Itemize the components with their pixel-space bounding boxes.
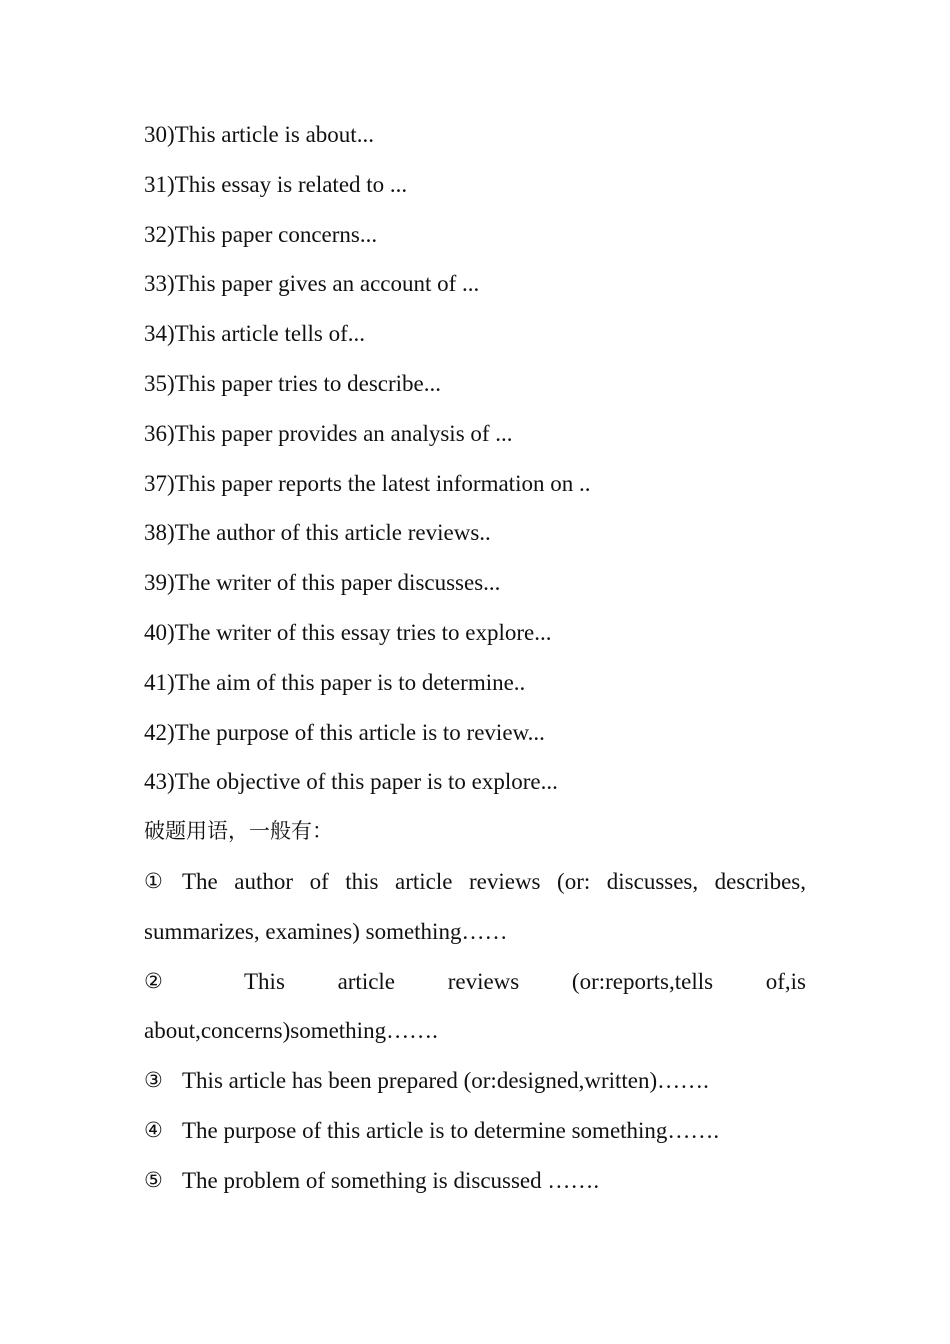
phrase-line: 36)This paper provides an analysis of ... bbox=[144, 420, 513, 446]
phrase-line: 38)The author of this article reviews.. bbox=[144, 520, 491, 546]
item-text-continuation: about,concerns)something……. bbox=[144, 1018, 438, 1044]
item-text: The purpose of this article is to determine something……. bbox=[182, 1117, 720, 1143]
circled-number: ④ bbox=[144, 1117, 163, 1142]
circled-number: ⑤ bbox=[144, 1167, 163, 1192]
item-word: This bbox=[244, 968, 285, 994]
numbered-item bbox=[144, 1156, 806, 1206]
circled-number: ③ bbox=[144, 1068, 163, 1093]
phrase-line: 41)The aim of this paper is to determine.. bbox=[144, 669, 526, 695]
circled-number: ① bbox=[144, 868, 163, 893]
numbered-item bbox=[144, 1056, 806, 1106]
item-word: reviews bbox=[468, 868, 541, 894]
phrase-line: 34)This article tells of... bbox=[144, 321, 365, 347]
numbered-item bbox=[144, 857, 806, 957]
item-word: of bbox=[309, 868, 329, 894]
phrase-line: 43)The objective of this paper is to explore... bbox=[144, 769, 558, 795]
item-text: This article has been prepared (or:designed,written)……. bbox=[182, 1068, 709, 1094]
item-word: author bbox=[234, 868, 294, 894]
phrase-line: 31)This essay is related to ... bbox=[144, 171, 408, 197]
phrase-list bbox=[144, 110, 806, 807]
item-text-justified bbox=[182, 857, 806, 907]
numbered-item-list bbox=[144, 857, 806, 1206]
phrase-line: 42)The purpose of this article is to review... bbox=[144, 719, 545, 745]
item-word: (or: bbox=[557, 868, 591, 894]
phrase-line: 40)The writer of this essay tries to explore... bbox=[144, 619, 552, 645]
item-word: this bbox=[345, 868, 379, 894]
item-word: discusses, bbox=[606, 868, 699, 894]
phrase-line: 35)This paper tries to describe... bbox=[144, 370, 441, 396]
numbered-item bbox=[144, 1106, 806, 1156]
numbered-item bbox=[144, 957, 806, 1057]
phrase-line: 37)This paper reports the latest information on .. bbox=[144, 470, 591, 496]
phrase-line: 30)This article is about... bbox=[144, 122, 374, 147]
item-word: of,is bbox=[765, 968, 806, 994]
item-word: The bbox=[182, 868, 218, 894]
phrase-line: 32)This paper concerns... bbox=[144, 221, 378, 247]
section-heading: 破题用语，一般有： bbox=[144, 819, 333, 844]
phrase-line: 39)The writer of this paper discusses... bbox=[144, 570, 501, 596]
item-text-justified bbox=[182, 957, 806, 1007]
document-content bbox=[144, 110, 806, 1206]
item-word: reviews bbox=[447, 968, 520, 994]
item-word: article bbox=[395, 868, 453, 894]
item-text-continuation: summarizes, examines) something…… bbox=[144, 918, 508, 944]
item-text: The problem of something is discussed ……. bbox=[182, 1167, 600, 1193]
item-word: article bbox=[337, 968, 396, 994]
item-word: describes, bbox=[714, 868, 806, 894]
circled-number: ② bbox=[144, 968, 163, 993]
item-word: (or:reports,tells bbox=[571, 968, 714, 994]
phrase-line: 33)This paper gives an account of ... bbox=[144, 271, 480, 297]
